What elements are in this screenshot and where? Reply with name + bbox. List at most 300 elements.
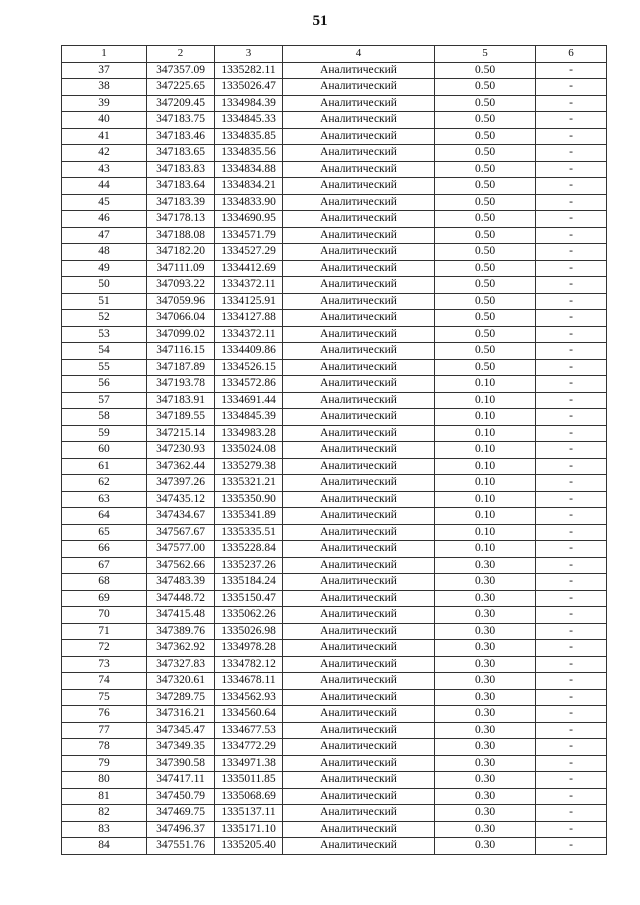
- note-cell: -: [536, 640, 607, 657]
- point-number-cell: 39: [62, 95, 147, 112]
- y-coordinate-cell: 1334833.90: [215, 194, 283, 211]
- x-coordinate-cell: 347567.67: [147, 524, 215, 541]
- table-row: [62, 260, 607, 277]
- accuracy-cell: 0.50: [435, 277, 536, 294]
- point-number-cell: 69: [62, 590, 147, 607]
- method-cell: Аналитический: [283, 722, 435, 739]
- y-coordinate-cell: 1335205.40: [215, 838, 283, 855]
- method-cell: Аналитический: [283, 574, 435, 591]
- x-coordinate-cell: 347059.96: [147, 293, 215, 310]
- x-coordinate-cell: 347066.04: [147, 310, 215, 327]
- point-number-cell: 59: [62, 425, 147, 442]
- accuracy-cell: 0.30: [435, 623, 536, 640]
- column-header: 1: [62, 46, 147, 63]
- y-coordinate-cell: 1334560.64: [215, 706, 283, 723]
- accuracy-cell: 0.50: [435, 62, 536, 79]
- y-coordinate-cell: 1334835.85: [215, 128, 283, 145]
- accuracy-cell: 0.50: [435, 343, 536, 360]
- point-number-cell: 84: [62, 838, 147, 855]
- x-coordinate-cell: 347183.64: [147, 178, 215, 195]
- accuracy-cell: 0.10: [435, 376, 536, 393]
- y-coordinate-cell: 1335068.69: [215, 788, 283, 805]
- accuracy-cell: 0.50: [435, 227, 536, 244]
- note-cell: -: [536, 557, 607, 574]
- accuracy-cell: 0.30: [435, 689, 536, 706]
- point-number-cell: 66: [62, 541, 147, 558]
- method-cell: Аналитический: [283, 656, 435, 673]
- method-cell: Аналитический: [283, 821, 435, 838]
- note-cell: -: [536, 442, 607, 459]
- table-row: [62, 425, 607, 442]
- method-cell: Аналитический: [283, 805, 435, 822]
- accuracy-cell: 0.30: [435, 838, 536, 855]
- table-row: [62, 277, 607, 294]
- table-row: [62, 145, 607, 162]
- x-coordinate-cell: 347193.78: [147, 376, 215, 393]
- method-cell: Аналитический: [283, 491, 435, 508]
- point-number-cell: 44: [62, 178, 147, 195]
- x-coordinate-cell: 347551.76: [147, 838, 215, 855]
- x-coordinate-cell: 347362.44: [147, 458, 215, 475]
- method-cell: Аналитический: [283, 706, 435, 723]
- y-coordinate-cell: 1334527.29: [215, 244, 283, 261]
- note-cell: -: [536, 607, 607, 624]
- point-number-cell: 77: [62, 722, 147, 739]
- y-coordinate-cell: 1334772.29: [215, 739, 283, 756]
- table-row: [62, 557, 607, 574]
- y-coordinate-cell: 1335026.47: [215, 79, 283, 96]
- table-row: [62, 838, 607, 855]
- x-coordinate-cell: 347183.39: [147, 194, 215, 211]
- note-cell: -: [536, 227, 607, 244]
- column-header: 3: [215, 46, 283, 63]
- x-coordinate-cell: 347483.39: [147, 574, 215, 591]
- note-cell: -: [536, 376, 607, 393]
- method-cell: Аналитический: [283, 475, 435, 492]
- table-row: [62, 541, 607, 558]
- note-cell: -: [536, 359, 607, 376]
- accuracy-cell: 0.50: [435, 178, 536, 195]
- point-number-cell: 70: [62, 607, 147, 624]
- method-cell: Аналитический: [283, 227, 435, 244]
- table-row: [62, 343, 607, 360]
- point-number-cell: 61: [62, 458, 147, 475]
- x-coordinate-cell: 347215.14: [147, 425, 215, 442]
- point-number-cell: 37: [62, 62, 147, 79]
- method-cell: Аналитический: [283, 62, 435, 79]
- note-cell: -: [536, 623, 607, 640]
- table-row: [62, 326, 607, 343]
- point-number-cell: 41: [62, 128, 147, 145]
- table-row: [62, 755, 607, 772]
- note-cell: -: [536, 673, 607, 690]
- point-number-cell: 47: [62, 227, 147, 244]
- table-row: [62, 640, 607, 657]
- y-coordinate-cell: 1335282.11: [215, 62, 283, 79]
- x-coordinate-cell: 347183.65: [147, 145, 215, 162]
- note-cell: -: [536, 260, 607, 277]
- method-cell: Аналитический: [283, 112, 435, 129]
- note-cell: -: [536, 244, 607, 261]
- table-row: [62, 227, 607, 244]
- note-cell: -: [536, 508, 607, 525]
- x-coordinate-cell: 347448.72: [147, 590, 215, 607]
- accuracy-cell: 0.50: [435, 211, 536, 228]
- method-cell: Аналитический: [283, 607, 435, 624]
- y-coordinate-cell: 1335184.24: [215, 574, 283, 591]
- method-cell: Аналитический: [283, 689, 435, 706]
- method-cell: Аналитический: [283, 359, 435, 376]
- method-cell: Аналитический: [283, 161, 435, 178]
- x-coordinate-cell: 347450.79: [147, 788, 215, 805]
- accuracy-cell: 0.50: [435, 244, 536, 261]
- y-coordinate-cell: 1334412.69: [215, 260, 283, 277]
- accuracy-cell: 0.10: [435, 508, 536, 525]
- table-row: [62, 821, 607, 838]
- point-number-cell: 43: [62, 161, 147, 178]
- method-cell: Аналитический: [283, 640, 435, 657]
- y-coordinate-cell: 1334782.12: [215, 656, 283, 673]
- y-coordinate-cell: 1334127.88: [215, 310, 283, 327]
- x-coordinate-cell: 347562.66: [147, 557, 215, 574]
- y-coordinate-cell: 1334372.11: [215, 326, 283, 343]
- table-header-row: [62, 46, 607, 63]
- y-coordinate-cell: 1334691.44: [215, 392, 283, 409]
- point-number-cell: 46: [62, 211, 147, 228]
- method-cell: Аналитический: [283, 772, 435, 789]
- accuracy-cell: 0.10: [435, 425, 536, 442]
- y-coordinate-cell: 1335279.38: [215, 458, 283, 475]
- method-cell: Аналитический: [283, 343, 435, 360]
- accuracy-cell: 0.10: [435, 442, 536, 459]
- method-cell: Аналитический: [283, 623, 435, 640]
- x-coordinate-cell: 347577.00: [147, 541, 215, 558]
- x-coordinate-cell: 347289.75: [147, 689, 215, 706]
- point-number-cell: 51: [62, 293, 147, 310]
- table-row: [62, 79, 607, 96]
- y-coordinate-cell: 1335026.98: [215, 623, 283, 640]
- method-cell: Аналитический: [283, 145, 435, 162]
- note-cell: -: [536, 656, 607, 673]
- table-row: [62, 524, 607, 541]
- table-row: [62, 376, 607, 393]
- point-number-cell: 83: [62, 821, 147, 838]
- method-cell: Аналитический: [283, 392, 435, 409]
- accuracy-cell: 0.50: [435, 112, 536, 129]
- x-coordinate-cell: 347093.22: [147, 277, 215, 294]
- point-number-cell: 81: [62, 788, 147, 805]
- table-row: [62, 590, 607, 607]
- point-number-cell: 38: [62, 79, 147, 96]
- note-cell: -: [536, 739, 607, 756]
- note-cell: -: [536, 788, 607, 805]
- method-cell: Аналитический: [283, 524, 435, 541]
- accuracy-cell: 0.30: [435, 590, 536, 607]
- y-coordinate-cell: 1335137.11: [215, 805, 283, 822]
- x-coordinate-cell: 347349.35: [147, 739, 215, 756]
- note-cell: -: [536, 194, 607, 211]
- column-header: 4: [283, 46, 435, 63]
- table-row: [62, 739, 607, 756]
- table-row: [62, 689, 607, 706]
- x-coordinate-cell: 347225.65: [147, 79, 215, 96]
- table-row: [62, 656, 607, 673]
- note-cell: -: [536, 590, 607, 607]
- method-cell: Аналитический: [283, 244, 435, 261]
- point-number-cell: 45: [62, 194, 147, 211]
- x-coordinate-cell: 347357.09: [147, 62, 215, 79]
- table-row: [62, 442, 607, 459]
- table-row: [62, 508, 607, 525]
- point-number-cell: 76: [62, 706, 147, 723]
- accuracy-cell: 0.10: [435, 392, 536, 409]
- method-cell: Аналитический: [283, 508, 435, 525]
- note-cell: -: [536, 310, 607, 327]
- y-coordinate-cell: 1334834.88: [215, 161, 283, 178]
- point-number-cell: 71: [62, 623, 147, 640]
- x-coordinate-cell: 347496.37: [147, 821, 215, 838]
- x-coordinate-cell: 347362.92: [147, 640, 215, 657]
- table-row: [62, 491, 607, 508]
- table-row: [62, 805, 607, 822]
- table-row: [62, 475, 607, 492]
- note-cell: -: [536, 409, 607, 426]
- x-coordinate-cell: 347435.12: [147, 491, 215, 508]
- note-cell: -: [536, 95, 607, 112]
- point-number-cell: 53: [62, 326, 147, 343]
- method-cell: Аналитический: [283, 838, 435, 855]
- accuracy-cell: 0.50: [435, 161, 536, 178]
- y-coordinate-cell: 1335341.89: [215, 508, 283, 525]
- x-coordinate-cell: 347415.48: [147, 607, 215, 624]
- note-cell: -: [536, 293, 607, 310]
- accuracy-cell: 0.50: [435, 293, 536, 310]
- accuracy-cell: 0.50: [435, 145, 536, 162]
- x-coordinate-cell: 347183.46: [147, 128, 215, 145]
- accuracy-cell: 0.50: [435, 128, 536, 145]
- point-number-cell: 54: [62, 343, 147, 360]
- accuracy-cell: 0.30: [435, 772, 536, 789]
- accuracy-cell: 0.30: [435, 805, 536, 822]
- note-cell: -: [536, 821, 607, 838]
- x-coordinate-cell: 347417.11: [147, 772, 215, 789]
- method-cell: Аналитический: [283, 194, 435, 211]
- table-row: [62, 706, 607, 723]
- y-coordinate-cell: 1334526.15: [215, 359, 283, 376]
- accuracy-cell: 0.30: [435, 722, 536, 739]
- page-number: 51: [312, 13, 328, 29]
- accuracy-cell: 0.10: [435, 524, 536, 541]
- method-cell: Аналитический: [283, 739, 435, 756]
- point-number-cell: 78: [62, 739, 147, 756]
- y-coordinate-cell: 1334678.11: [215, 673, 283, 690]
- y-coordinate-cell: 1335011.85: [215, 772, 283, 789]
- note-cell: -: [536, 211, 607, 228]
- point-number-cell: 64: [62, 508, 147, 525]
- accuracy-cell: 0.50: [435, 310, 536, 327]
- point-number-cell: 75: [62, 689, 147, 706]
- x-coordinate-cell: 347230.93: [147, 442, 215, 459]
- note-cell: -: [536, 425, 607, 442]
- note-cell: -: [536, 277, 607, 294]
- table-body: [62, 46, 607, 855]
- method-cell: Аналитический: [283, 590, 435, 607]
- method-cell: Аналитический: [283, 95, 435, 112]
- table-row: [62, 95, 607, 112]
- y-coordinate-cell: 1334845.39: [215, 409, 283, 426]
- table-row: [62, 722, 607, 739]
- note-cell: -: [536, 62, 607, 79]
- table-row: [62, 673, 607, 690]
- note-cell: -: [536, 541, 607, 558]
- point-number-cell: 80: [62, 772, 147, 789]
- x-coordinate-cell: 347099.02: [147, 326, 215, 343]
- note-cell: -: [536, 178, 607, 195]
- point-number-cell: 62: [62, 475, 147, 492]
- accuracy-cell: 0.30: [435, 706, 536, 723]
- table-row: [62, 211, 607, 228]
- note-cell: -: [536, 475, 607, 492]
- point-number-cell: 65: [62, 524, 147, 541]
- x-coordinate-cell: 347183.83: [147, 161, 215, 178]
- point-number-cell: 74: [62, 673, 147, 690]
- accuracy-cell: 0.10: [435, 541, 536, 558]
- note-cell: -: [536, 458, 607, 475]
- point-number-cell: 49: [62, 260, 147, 277]
- note-cell: -: [536, 574, 607, 591]
- y-coordinate-cell: 1335171.10: [215, 821, 283, 838]
- accuracy-cell: 0.30: [435, 755, 536, 772]
- table-row: [62, 788, 607, 805]
- accuracy-cell: 0.30: [435, 788, 536, 805]
- y-coordinate-cell: 1334834.21: [215, 178, 283, 195]
- x-coordinate-cell: 347397.26: [147, 475, 215, 492]
- note-cell: -: [536, 805, 607, 822]
- x-coordinate-cell: 347188.08: [147, 227, 215, 244]
- accuracy-cell: 0.50: [435, 260, 536, 277]
- column-header: 5: [435, 46, 536, 63]
- x-coordinate-cell: 347189.55: [147, 409, 215, 426]
- column-header: 6: [536, 46, 607, 63]
- point-number-cell: 82: [62, 805, 147, 822]
- accuracy-cell: 0.30: [435, 739, 536, 756]
- note-cell: -: [536, 491, 607, 508]
- accuracy-cell: 0.50: [435, 79, 536, 96]
- column-header: 2: [147, 46, 215, 63]
- note-cell: -: [536, 161, 607, 178]
- note-cell: -: [536, 145, 607, 162]
- point-number-cell: 55: [62, 359, 147, 376]
- table-row: [62, 574, 607, 591]
- point-number-cell: 68: [62, 574, 147, 591]
- table-row: [62, 607, 607, 624]
- table-row: [62, 359, 607, 376]
- accuracy-cell: 0.10: [435, 475, 536, 492]
- method-cell: Аналитический: [283, 425, 435, 442]
- y-coordinate-cell: 1334562.93: [215, 689, 283, 706]
- note-cell: -: [536, 79, 607, 96]
- table-row: [62, 310, 607, 327]
- accuracy-cell: 0.30: [435, 821, 536, 838]
- accuracy-cell: 0.10: [435, 409, 536, 426]
- accuracy-cell: 0.30: [435, 673, 536, 690]
- y-coordinate-cell: 1334677.53: [215, 722, 283, 739]
- accuracy-cell: 0.30: [435, 557, 536, 574]
- table-row: [62, 392, 607, 409]
- point-number-cell: 57: [62, 392, 147, 409]
- table-row: [62, 161, 607, 178]
- point-number-cell: 40: [62, 112, 147, 129]
- y-coordinate-cell: 1335228.84: [215, 541, 283, 558]
- table-row: [62, 409, 607, 426]
- y-coordinate-cell: 1335350.90: [215, 491, 283, 508]
- x-coordinate-cell: 347389.76: [147, 623, 215, 640]
- y-coordinate-cell: 1334372.11: [215, 277, 283, 294]
- accuracy-cell: 0.30: [435, 656, 536, 673]
- x-coordinate-cell: 347320.61: [147, 673, 215, 690]
- x-coordinate-cell: 347187.89: [147, 359, 215, 376]
- y-coordinate-cell: 1334978.28: [215, 640, 283, 657]
- point-number-cell: 56: [62, 376, 147, 393]
- accuracy-cell: 0.10: [435, 458, 536, 475]
- x-coordinate-cell: 347434.67: [147, 508, 215, 525]
- point-number-cell: 60: [62, 442, 147, 459]
- accuracy-cell: 0.30: [435, 607, 536, 624]
- x-coordinate-cell: 347183.75: [147, 112, 215, 129]
- note-cell: -: [536, 772, 607, 789]
- table-row: [62, 293, 607, 310]
- method-cell: Аналитический: [283, 293, 435, 310]
- table-row: [62, 62, 607, 79]
- point-number-cell: 42: [62, 145, 147, 162]
- table-row: [62, 194, 607, 211]
- note-cell: -: [536, 343, 607, 360]
- table-row: [62, 458, 607, 475]
- y-coordinate-cell: 1334572.86: [215, 376, 283, 393]
- y-coordinate-cell: 1335335.51: [215, 524, 283, 541]
- note-cell: -: [536, 689, 607, 706]
- table-row: [62, 623, 607, 640]
- x-coordinate-cell: 347182.20: [147, 244, 215, 261]
- accuracy-cell: 0.50: [435, 359, 536, 376]
- accuracy-cell: 0.30: [435, 574, 536, 591]
- point-number-cell: 58: [62, 409, 147, 426]
- accuracy-cell: 0.50: [435, 194, 536, 211]
- y-coordinate-cell: 1335062.26: [215, 607, 283, 624]
- method-cell: Аналитический: [283, 79, 435, 96]
- table-row: [62, 128, 607, 145]
- x-coordinate-cell: 347316.21: [147, 706, 215, 723]
- y-coordinate-cell: 1334984.39: [215, 95, 283, 112]
- method-cell: Аналитический: [283, 557, 435, 574]
- note-cell: -: [536, 112, 607, 129]
- point-number-cell: 52: [62, 310, 147, 327]
- method-cell: Аналитический: [283, 409, 435, 426]
- y-coordinate-cell: 1334983.28: [215, 425, 283, 442]
- y-coordinate-cell: 1334971.38: [215, 755, 283, 772]
- method-cell: Аналитический: [283, 260, 435, 277]
- method-cell: Аналитический: [283, 376, 435, 393]
- point-number-cell: 48: [62, 244, 147, 261]
- table-row: [62, 178, 607, 195]
- method-cell: Аналитический: [283, 211, 435, 228]
- method-cell: Аналитический: [283, 541, 435, 558]
- x-coordinate-cell: 347116.15: [147, 343, 215, 360]
- table-row: [62, 772, 607, 789]
- method-cell: Аналитический: [283, 442, 435, 459]
- x-coordinate-cell: 347469.75: [147, 805, 215, 822]
- note-cell: -: [536, 722, 607, 739]
